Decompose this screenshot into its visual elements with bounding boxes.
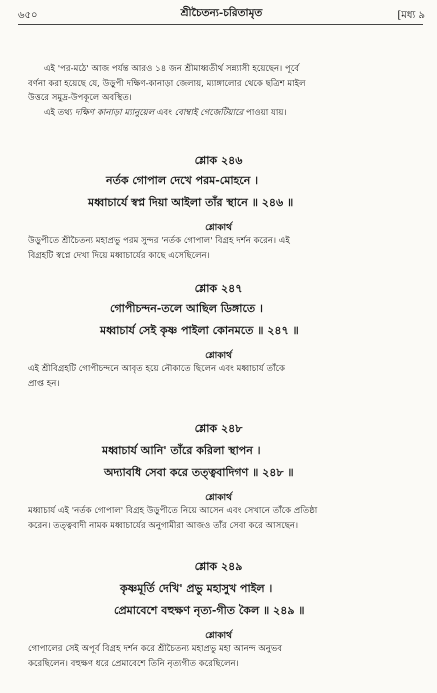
translation-heading: শ্লোকার্থ: [205, 493, 232, 503]
chapter-marker: [মধ্য ৯: [397, 10, 425, 21]
verse-heading: শ্লোক ২৪৯: [194, 560, 243, 573]
verse-line: গোপীচন্দন-তলে আছিল ডিঙ্গাতে ।: [110, 302, 263, 315]
translation-heading: শ্লোকার্থ: [205, 631, 232, 641]
translation-heading: শ্লোকার্থ: [205, 223, 232, 233]
translation-line: করেন। তত্ত্ববাদী নামক মধ্বাচার্যের অনুগামীরা আজও তাঁর সেবা করে আসছেন।: [28, 520, 299, 531]
verse-heading: শ্লোক ২৪৬: [194, 154, 243, 167]
header-rule: [18, 24, 423, 25]
translation-line: উড়ুপীতে শ্রীচৈতন্য মহাপ্রভু পরম সুন্দর 'নর্তক গোপাল' বিগ্রহ দর্শন করেন। এই: [28, 236, 290, 246]
translation-line: বিগ্রহটি স্বপ্নে দেখা দিয়ে মধ্বাচার্যের কাছে এসেছিলেন।: [28, 250, 210, 261]
verse-line: নর্তক গোপাল দেখে পরম-মোহনে ।: [106, 174, 259, 187]
intro-paragraph: [28, 62, 417, 120]
verse-line: মধ্বাচার্যে স্বপ্ন দিয়া আইলা তাঁর স্থানে ॥ ২৪৬ ॥: [88, 196, 294, 209]
verse-heading: শ্লোক ২৪৮: [194, 422, 243, 435]
translation-line: মধ্বাচার্য এই 'নর্তক গোপাল' বিগ্রহ উড়ুপীতে নিয়ে আসেন এবং সেখানে তাঁকে প্রতিষ্ঠা: [28, 506, 318, 516]
verse-line: মধ্বাচার্য আনি' তাঁরে করিলা স্থাপন ।: [102, 444, 261, 457]
verse-line: মধ্বাচার্য সেই কৃষ্ণ পাইলা কোনমতে ॥ ২৪৭ ॥: [100, 324, 299, 337]
intro-text: এবং: [154, 107, 175, 118]
translation-line: এই শ্রীবিগ্রহটি গোপীচন্দনে আবৃত হয়ে নৌকাতে ছিলেন এবং মধ্বাচার্য তাঁকে: [28, 364, 285, 374]
translation-line: করেছিলেন। বহুক্ষণ ধরে প্রেমাবেশে তিনি নৃত্যগীত করেছিলেন।: [28, 658, 239, 669]
translation-line: প্রাপ্ত হন।: [28, 378, 60, 389]
intro-line: উত্তরে সমুদ্র-উপকূলে অবস্থিত।: [28, 93, 132, 103]
translation-paragraph: [28, 642, 417, 671]
translation-heading: শ্লোকার্থ: [205, 351, 232, 361]
verse-line: প্রেমাবেশে বহুক্ষণ নৃত্য-গীত কৈল ॥ ২৪৯ ॥: [114, 604, 305, 617]
intro-line: বর্ণনা করা হয়েছে যে, উড়ুপী দক্ষিণ-কানাড়া জেলায়, ম্যাঙ্গালোর থেকে ছত্রিশ মাইল: [28, 78, 306, 89]
verse-line: কৃষ্ণমূর্তি দেখি' প্রভু মহাসুখ পাইল ।: [120, 582, 273, 595]
verse-line: অদ্যাবধি সেবা করে তত্ত্ববাদিগণ ॥ ২৪৮ ॥: [104, 466, 294, 479]
source-title: বোম্বাই গেজেটিয়ারে: [174, 107, 244, 118]
source-title: দক্ষিণ কানাড়া ম্যানুয়েল: [74, 107, 155, 118]
verse-heading: শ্লোক ২৪৭: [194, 282, 243, 295]
page-number: ৬৫০: [18, 10, 38, 21]
running-title: শ্রীচৈতন্য-চরিতামৃত: [180, 7, 263, 19]
translation-paragraph: [28, 504, 417, 533]
page-header: [18, 6, 425, 24]
translation-line: গোপালের সেই অপূর্ব বিগ্রহ দর্শন করে শ্রীচৈতন্য মহাপ্রভু মহা আনন্দ অনুভব: [28, 644, 283, 654]
intro-line: এই 'পর-মঠে' আজ পর্যন্ত আরও ১৪ জন শ্রীমাধ্বতীর্থ সন্ন্যাসী হয়েছেন। পূর্বে: [44, 64, 300, 74]
translation-paragraph: [28, 234, 417, 263]
translation-paragraph: [28, 362, 417, 391]
intro-text: পাওয়া যায়।: [243, 107, 287, 118]
intro-text: এই তথ্য: [44, 107, 75, 118]
intro-source-line: [28, 106, 417, 121]
